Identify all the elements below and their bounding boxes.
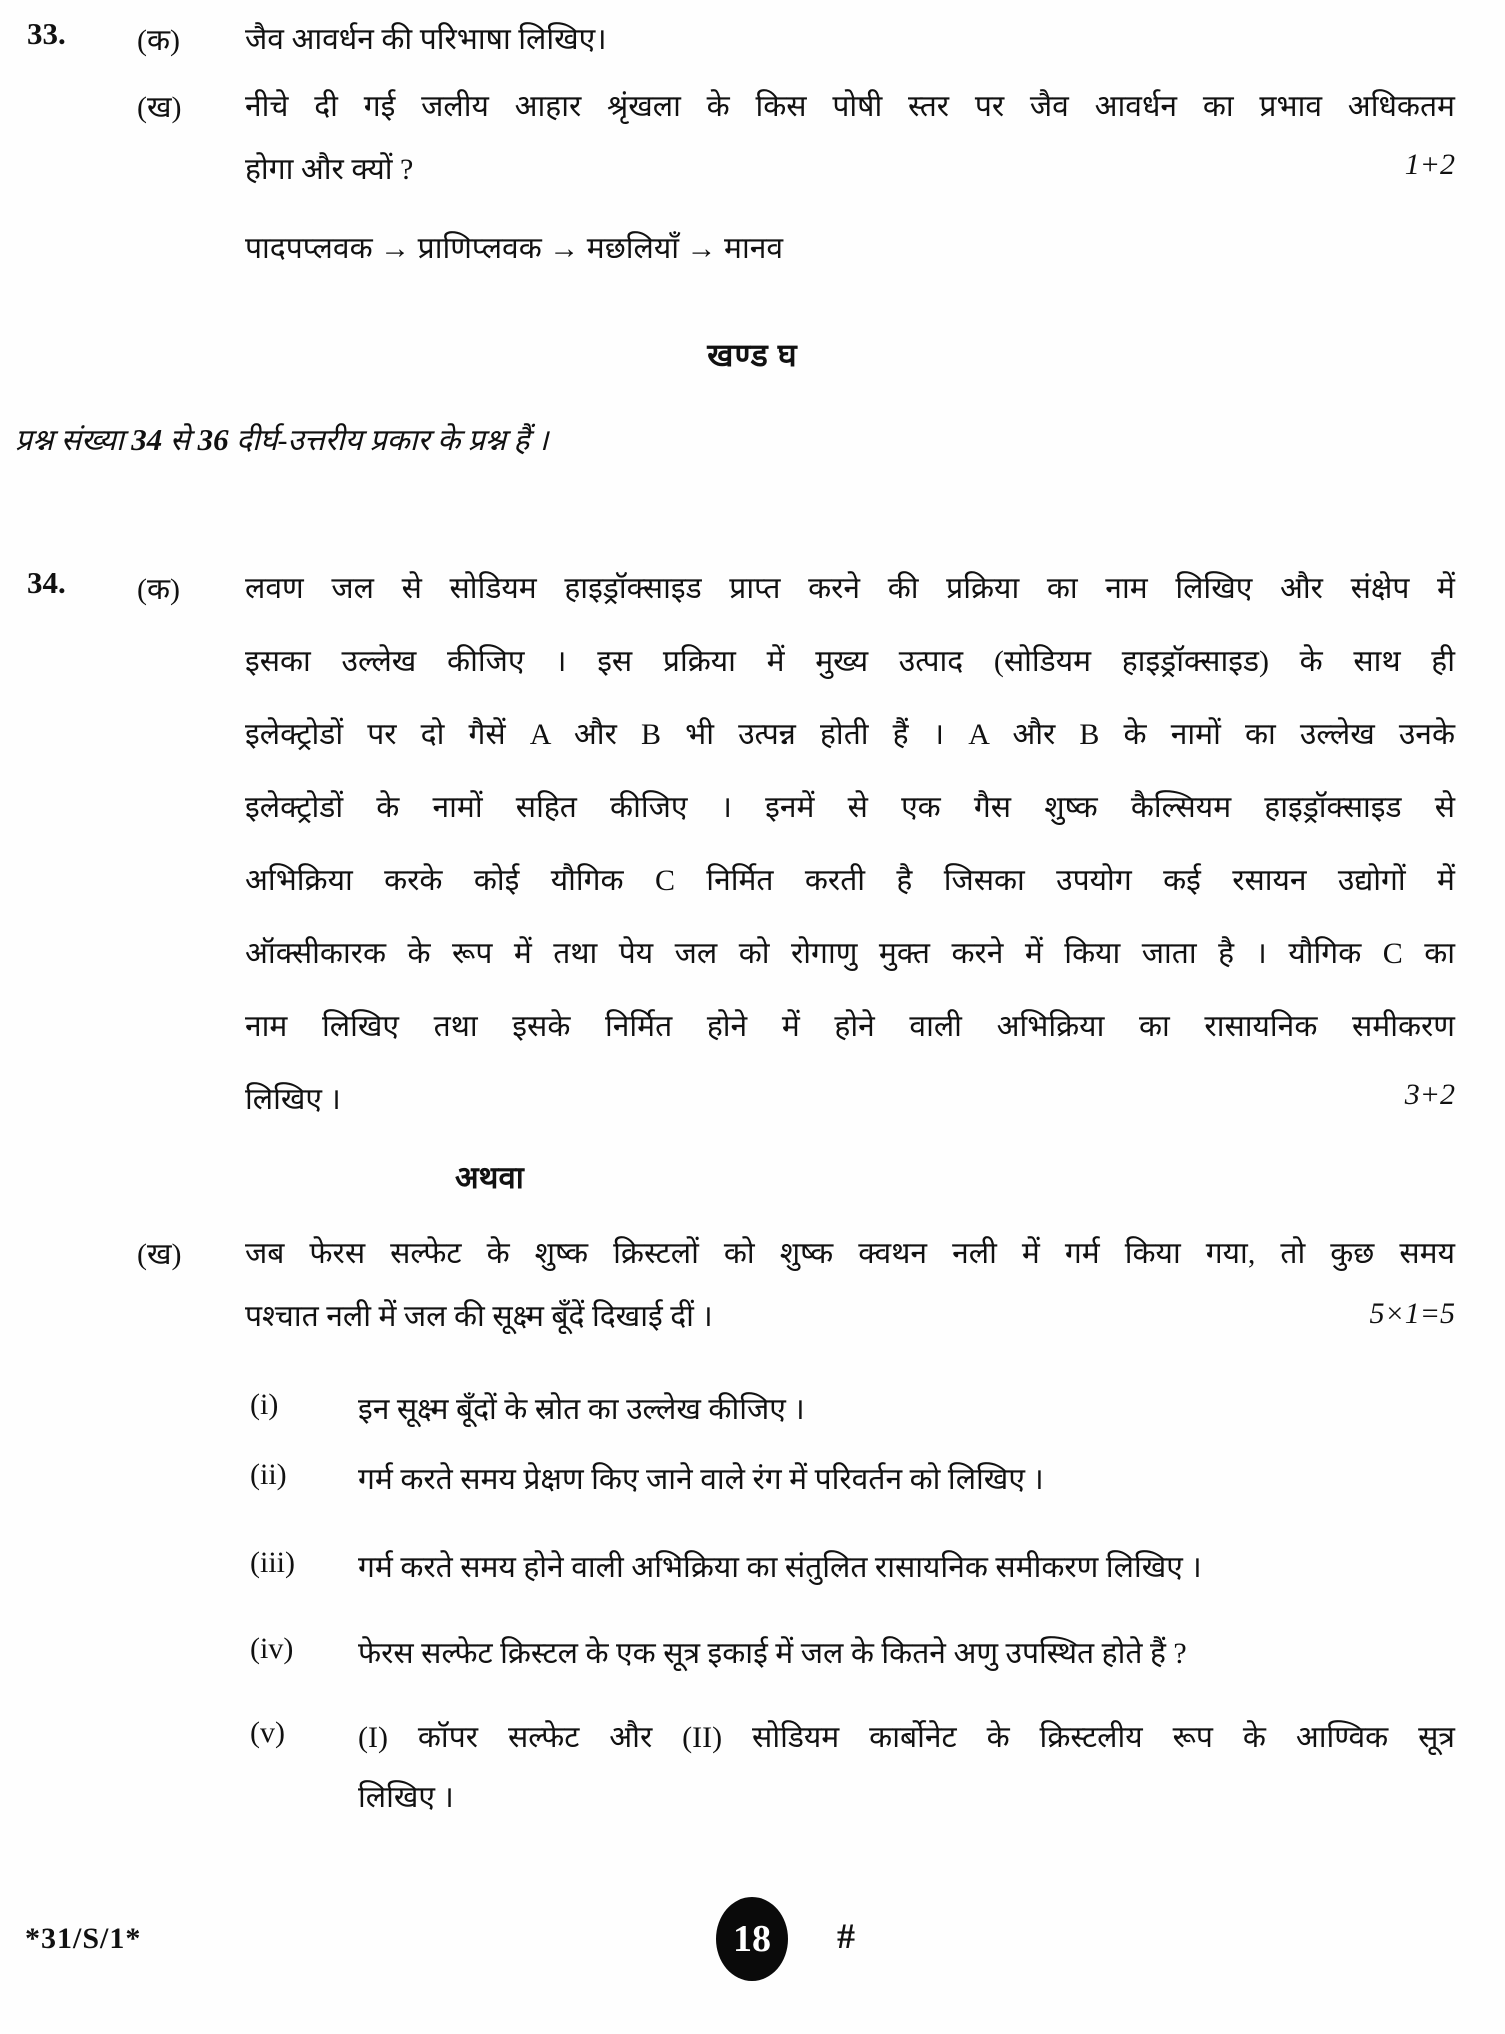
instruction-q-start: 34 — [131, 422, 163, 457]
instruction-post: दीर्घ-उत्तरीय प्रकार के प्रश्न हैं । — [228, 424, 549, 457]
paper-code: *31/S/1* — [25, 1922, 142, 1955]
question-34a-line: इसका उल्लेख कीजिए । इस प्रक्रिया में मुख्य उत्पाद (सोडियम हाइड्रॉक्साइड) के साथ ही — [245, 645, 1455, 678]
question-34a-line: इलेक्ट्रोडों पर दो गैसें A और B भी उत्पन्न होती हैं । A और B के नामों का उल्लेख उनके — [245, 718, 1455, 751]
subitem-i-label: (i) — [250, 1388, 279, 1421]
section-title: खण्ड घ — [707, 337, 798, 373]
or-label: अथवा — [455, 1160, 524, 1195]
subitem-v-line2: लिखिए । — [358, 1781, 454, 1814]
subitem-iii-text: गर्म करते समय होने वाली अभिक्रिया का संतुलित रासायनिक समीकरण लिखिए । — [358, 1551, 1202, 1584]
question-34a-line: लिखिए । — [245, 1083, 341, 1116]
instruction-q-end: 36 — [197, 422, 229, 457]
page-number-badge — [716, 1897, 788, 1981]
subitem-ii-label: (ii) — [250, 1458, 287, 1491]
section-instruction — [15, 418, 548, 459]
question-34b-line2: पश्चात नली में जल की सूक्ष्म बूँदें दिखाई दीं । — [245, 1300, 713, 1333]
question-34a-line: लवण जल से सोडियम हाइड्रॉक्साइड प्राप्त करने की प्रक्रिया का नाम लिखिए और संक्षेप में — [245, 572, 1455, 605]
question-34a-line: ऑक्सीकारक के रूप में तथा पेय जल को रोगाणु मुक्त करने में किया जाता है । यौगिक C का — [245, 937, 1455, 970]
question-33b-label: (ख) — [137, 91, 182, 124]
instruction-pre: प्रश्न संख्या — [15, 424, 132, 457]
question-34a-label: (क) — [137, 573, 181, 606]
question-34b-line1: जब फेरस सल्फेट के शुष्क क्रिस्टलों को शुष्क क्वथन नली में गर्म किया गया, तो कुछ समय — [245, 1237, 1455, 1270]
subitem-iv-label: (iv) — [250, 1632, 294, 1665]
question-33b-line2: होगा और क्यों ? — [245, 153, 414, 186]
subitem-v-line1: (I) कॉपर सल्फेट और (II) सोडियम कार्बोनेट के क्रिस्टलीय रूप के आण्विक सूत्र — [358, 1721, 1455, 1754]
question-34a-line: नाम लिखिए तथा इसके निर्मित होने में होने वाली अभिक्रिया का रासायनिक समीकरण — [245, 1010, 1455, 1043]
question-33a-label: (क) — [137, 24, 181, 57]
instruction-mid: से — [162, 424, 198, 457]
question-33b-marks: 1+2 — [1404, 148, 1455, 181]
subitem-i-text: इन सूक्ष्म बूँदों के स्रोत का उल्लेख कीजिए । — [358, 1393, 805, 1426]
question-33-number: 33. — [27, 16, 66, 51]
subitem-ii-text: गर्म करते समय प्रेक्षण किए जाने वाले रंग में परिवर्तन को लिखिए । — [358, 1463, 1044, 1496]
subitem-iv-text: फेरस सल्फेट क्रिस्टल के एक सूत्र इकाई में जल के कितने अणु उपस्थित होते हैं ? — [358, 1637, 1187, 1670]
question-34a-line: इलेक्ट्रोडों के नामों सहित कीजिए । इनमें से एक गैस शुष्क कैल्सियम हाइड्रॉक्साइड से — [245, 791, 1455, 824]
hash-mark: # — [837, 1916, 855, 1956]
question-34a-marks: 3+2 — [1404, 1078, 1455, 1111]
question-34b-marks: 5×1=5 — [1369, 1297, 1455, 1330]
question-34b-label: (ख) — [137, 1238, 182, 1271]
question-34a-line: अभिक्रिया करके कोई यौगिक C निर्मित करती है जिसका उपयोग कई रसायन उद्योगों में — [245, 864, 1455, 897]
subitem-iii-label: (iii) — [250, 1546, 295, 1579]
question-34-number: 34. — [27, 565, 66, 600]
page-number: 18 — [733, 1918, 771, 1960]
subitem-v-label: (v) — [250, 1716, 285, 1749]
food-chain-text: पादपप्लवक → प्राणिप्लवक → मछलियाँ → मानव — [245, 232, 784, 265]
question-33a-text: जैव आवर्धन की परिभाषा लिखिए। — [245, 23, 607, 56]
question-33b-line1: नीचे दी गई जलीय आहार श्रृंखला के किस पोषी स्तर पर जैव आवर्धन का प्रभाव अधिकतम — [245, 90, 1455, 123]
